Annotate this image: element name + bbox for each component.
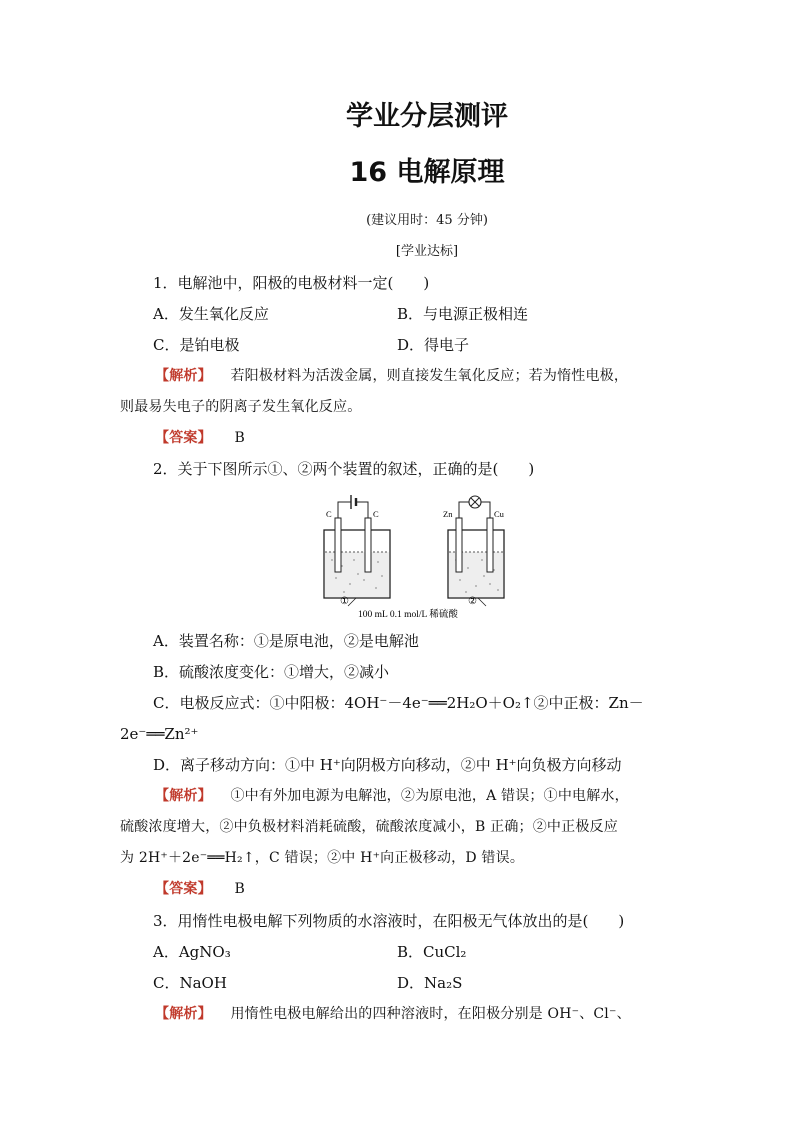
page-subtitle: 16 电解原理 [349, 157, 505, 188]
electrode-label-cu: Cu [494, 509, 504, 519]
answer-label: 【答案】 [155, 430, 212, 446]
marker-2: ② [468, 596, 477, 607]
q1-analysis-line2: 则最易失电子的阴离子发生氧化反应。 [120, 399, 362, 415]
q3-analysis-line1 [155, 1004, 631, 1024]
q1-option-a: A．发生氧化反应 [153, 305, 269, 323]
q2-stem: 2．关于下图所示①、②两个装置的叙述，正确的是( ) [153, 460, 535, 478]
q2-option-c-line1: C．电极反应式：①中阳极：4OH⁻－4e⁻══2H₂O＋O₂↑②中正极：Zn－ [153, 694, 644, 712]
figure-caption: 100 mL 0.1 mol/L 稀硫酸 [358, 610, 458, 620]
q1-option-b: B．与电源正极相连 [397, 305, 529, 323]
q2-analysis-line3: 为 2H⁺＋2e⁻══H₂↑，C 错误；②中 H⁺向正极移动，D 错误。 [120, 850, 525, 866]
q1-option-d: D．得电子 [397, 336, 470, 354]
electrode-label-zn: Zn [443, 509, 453, 519]
q3-option-a: A．AgNO₃ [153, 943, 231, 961]
q1-answer [155, 428, 245, 448]
q1-stem: 1．电解池中，阳极的电极材料一定( ) [153, 274, 430, 292]
answer-label: 【答案】 [155, 881, 212, 897]
q2-option-b: B．硫酸浓度变化：①增大，②减小 [153, 663, 390, 681]
q1-analysis-line1 [155, 366, 628, 386]
electrode-c-right [365, 518, 371, 572]
electrode-cu [487, 518, 493, 572]
analysis-label: 【解析】 [155, 788, 212, 804]
q2-analysis-line2: 硫酸浓度增大，②中负极材料消耗硫酸，硫酸浓度减小，B 正确；②中正极反应 [120, 819, 618, 835]
q2-answer [155, 879, 245, 899]
q3-option-c: C．NaOH [153, 974, 227, 992]
analysis-label: 【解析】 [155, 1006, 212, 1022]
q3-stem: 3．用惰性电极电解下列物质的水溶液时，在阳极无气体放出的是( ) [153, 912, 625, 930]
q1-analysis-text: 若阳极材料为活泼金属，则直接发生氧化反应；若为惰性电极， [230, 368, 629, 384]
q2-analysis-text: ①中有外加电源为电解池，②为原电池，A 错误；①中电解水， [230, 788, 629, 804]
q2-option-d: D．离子移动方向：①中 H⁺向阴极方向移动，②中 H⁺向负极方向移动 [153, 756, 622, 774]
q3-option-d: D．Na₂S [397, 974, 463, 992]
q3-option-b: B．CuCl₂ [397, 943, 467, 961]
electrode-label-c1: C [326, 509, 332, 519]
q2-option-c-line2: 2e⁻══Zn²⁺ [120, 725, 199, 743]
electrode-c-left [335, 518, 341, 572]
section-heading: [学业达标] [395, 244, 459, 259]
marker-1: ① [340, 596, 349, 607]
analysis-label: 【解析】 [155, 368, 212, 384]
q2-analysis-line1 [155, 786, 629, 806]
lamp-icon [469, 496, 481, 508]
time-note: (建议用时：45 分钟) [366, 213, 488, 228]
q2-answer-value: B [234, 881, 245, 897]
electrode-label-c2: C [373, 509, 379, 519]
electrolysis-apparatus-figure [318, 490, 548, 620]
q2-option-a: A．装置名称：①是原电池，②是电解池 [153, 632, 419, 650]
q1-answer-value: B [234, 430, 245, 446]
electrode-zn [456, 518, 462, 572]
q1-option-c: C．是铂电极 [153, 336, 240, 354]
q3-analysis-text: 用惰性电极电解给出的四种溶液时，在阳极分别是 OH⁻、Cl⁻、 [230, 1006, 631, 1022]
page-title: 学业分层测评 [346, 101, 508, 132]
